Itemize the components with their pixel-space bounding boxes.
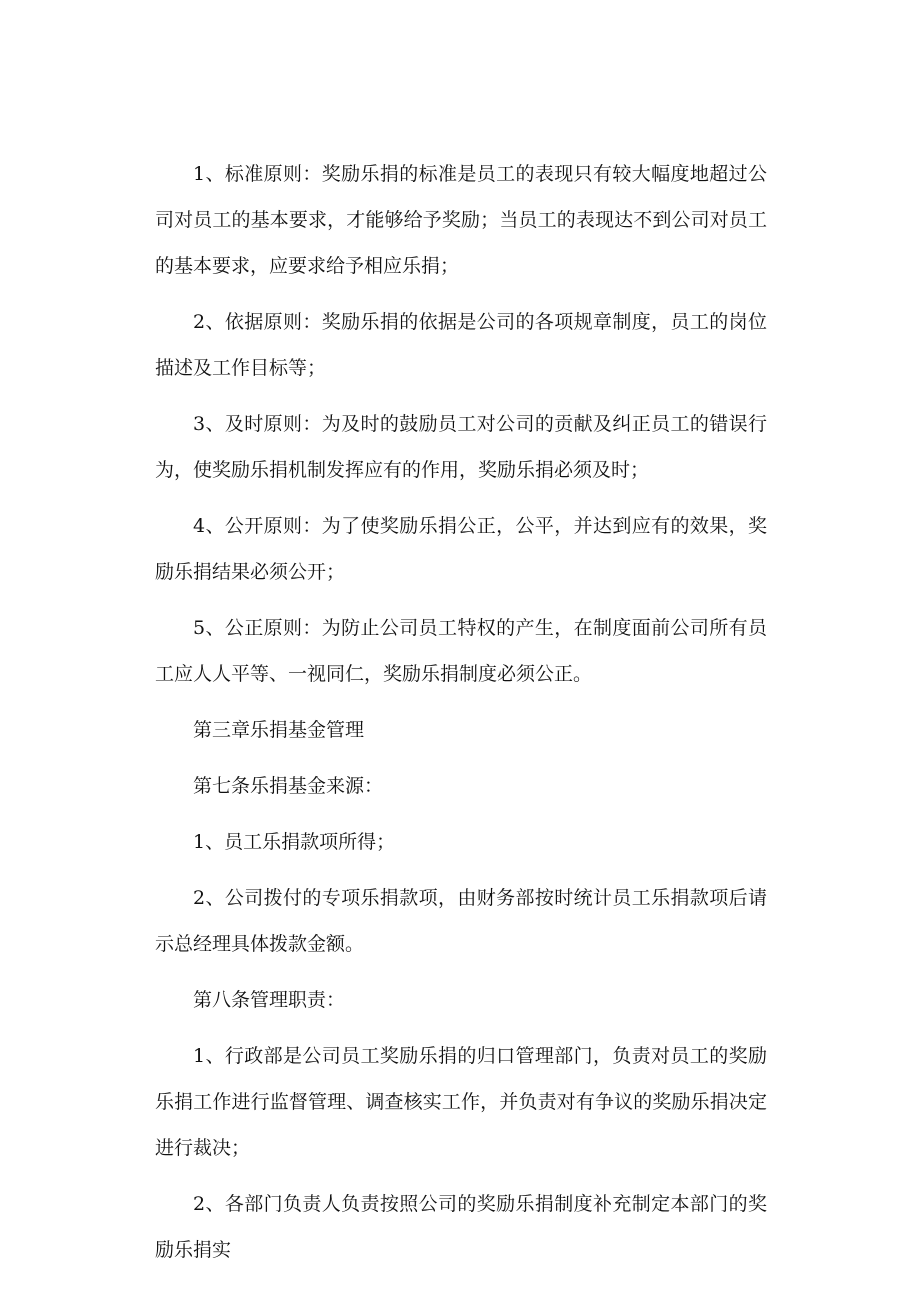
chapter-heading: 第三章乐捐基金管理: [193, 719, 365, 741]
document-body: [155, 151, 767, 1283]
paragraph-standard-principle: 1、标准原则：奖励乐捐的标准是员工的表现只有较大幅度地超过公司对员工的基本要求，才能够给予奖励；当员工的表现达不到公司对员工的基本要求，应要求给予相应乐捐；: [155, 163, 767, 277]
duty-item-2: 2、各部门负责人负责按照公司的奖励乐捐制度补充制定本部门的奖励乐捐实: [155, 1193, 767, 1261]
paragraph-timely-principle: 3、及时原则：为及时的鼓励员工对公司的贡献及纠正员工的错误行为，使奖励乐捐机制发挥应有的作用，奖励乐捐必须及时；: [155, 413, 767, 481]
paragraph-basis-principle: 2、依据原则：奖励乐捐的依据是公司的各项规章制度，员工的岗位描述及工作目标等；: [155, 311, 767, 379]
fund-source-item-1: 1、员工乐捐款项所得；: [193, 831, 396, 853]
fund-source-item-2: 2、公司拨付的专项乐捐款项，由财务部按时统计员工乐捐款项后请示总经理具体拨款金额。: [155, 887, 767, 955]
paragraph-open-principle: 4、公开原则：为了使奖励乐捐公正，公平，并达到应有的效果，奖励乐捐结果必须公开；: [155, 515, 767, 583]
article-seven-heading: 第七条乐捐基金来源：: [193, 775, 384, 797]
duty-item-1: 1、行政部是公司员工奖励乐捐的归口管理部门，负责对员工的奖励乐捐工作进行监督管理、调查核实工作，并负责对有争议的奖励乐捐决定进行裁决；: [155, 1045, 767, 1159]
article-eight-heading: 第八条管理职责：: [193, 989, 346, 1011]
paragraph-fair-principle: 5、公正原则：为防止公司员工特权的产生，在制度面前公司所有员工应人人平等、一视同仁，奖励乐捐制度必须公正。: [155, 617, 767, 685]
